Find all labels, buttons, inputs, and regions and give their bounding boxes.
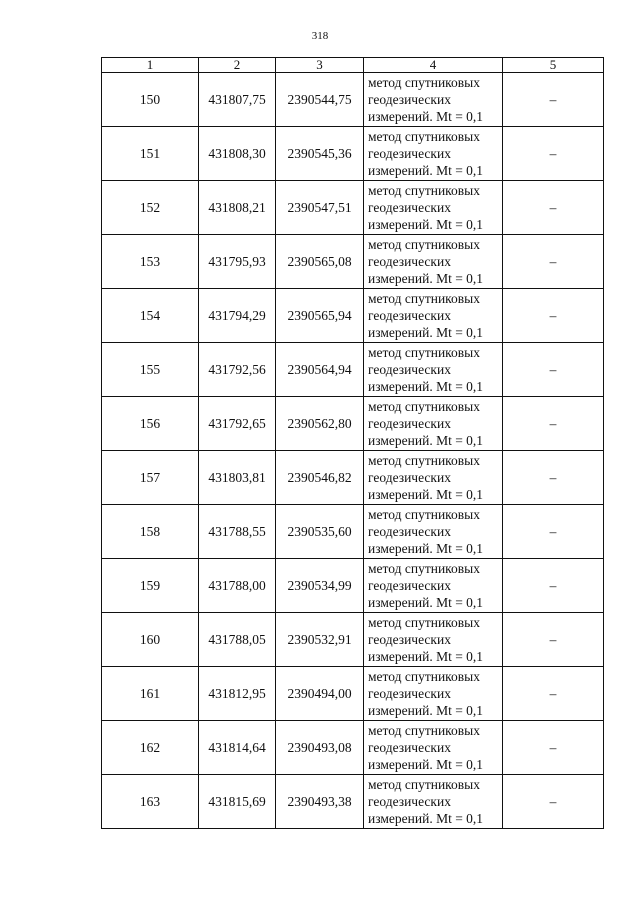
note-cell: – [503, 613, 604, 667]
table-row [102, 721, 604, 775]
method-line: геодезических [368, 416, 451, 431]
table-row [102, 775, 604, 829]
note-cell: – [503, 775, 604, 829]
method-line: геодезических [368, 146, 451, 161]
page-number: 318 [311, 30, 329, 42]
method-line: геодезических [368, 470, 451, 485]
method-line: геодезических [368, 740, 451, 755]
point-number-cell: 151 [102, 127, 199, 181]
method-line: геодезических [368, 254, 451, 269]
method-line: измерений. Mt = 0,1 [368, 703, 484, 718]
column-header-4: 4 [364, 58, 503, 73]
x-coordinate-cell: 431803,81 [199, 451, 276, 505]
method-line: измерений. Mt = 0,1 [368, 541, 484, 556]
method-line: измерений. Mt = 0,1 [368, 217, 484, 232]
method-cell [364, 181, 503, 235]
column-header-3: 3 [276, 58, 364, 73]
method-line: метод спутниковых [368, 183, 480, 198]
point-number-cell: 163 [102, 775, 199, 829]
note-cell: – [503, 73, 604, 127]
method-line: метод спутниковых [368, 129, 480, 144]
column-header-2: 2 [199, 58, 276, 73]
table-header-row [102, 58, 604, 73]
table-row [102, 181, 604, 235]
table-row [102, 667, 604, 721]
y-coordinate-cell: 2390565,94 [276, 289, 364, 343]
table-row [102, 397, 604, 451]
method-line: геодезических [368, 362, 451, 377]
x-coordinate-cell: 431808,30 [199, 127, 276, 181]
method-cell [364, 613, 503, 667]
point-number-cell: 153 [102, 235, 199, 289]
note-cell: – [503, 181, 604, 235]
method-line: геодезических [368, 578, 451, 593]
x-coordinate-cell: 431792,65 [199, 397, 276, 451]
method-line: измерений. Mt = 0,1 [368, 109, 484, 124]
note-cell: – [503, 505, 604, 559]
x-coordinate-cell: 431788,05 [199, 613, 276, 667]
column-header-1: 1 [102, 58, 199, 73]
x-coordinate-cell: 431794,29 [199, 289, 276, 343]
method-line: измерений. Mt = 0,1 [368, 271, 484, 286]
method-line: метод спутниковых [368, 669, 480, 684]
x-coordinate-cell: 431792,56 [199, 343, 276, 397]
note-cell: – [503, 721, 604, 775]
method-cell [364, 289, 503, 343]
method-line: метод спутниковых [368, 507, 480, 522]
y-coordinate-cell: 2390535,60 [276, 505, 364, 559]
method-line: измерений. Mt = 0,1 [368, 433, 484, 448]
table-row [102, 505, 604, 559]
method-line: метод спутниковых [368, 345, 480, 360]
point-number-cell: 160 [102, 613, 199, 667]
method-line: геодезических [368, 524, 451, 539]
point-number-cell: 159 [102, 559, 199, 613]
method-line: метод спутниковых [368, 237, 480, 252]
table-row [102, 613, 604, 667]
method-cell [364, 343, 503, 397]
table-row [102, 73, 604, 127]
table-row [102, 127, 604, 181]
coordinates-table [101, 57, 604, 829]
x-coordinate-cell: 431815,69 [199, 775, 276, 829]
y-coordinate-cell: 2390534,99 [276, 559, 364, 613]
note-cell: – [503, 451, 604, 505]
method-cell [364, 505, 503, 559]
y-coordinate-cell: 2390565,08 [276, 235, 364, 289]
x-coordinate-cell: 431808,21 [199, 181, 276, 235]
method-line: геодезических [368, 794, 451, 809]
y-coordinate-cell: 2390546,82 [276, 451, 364, 505]
method-line: метод спутниковых [368, 75, 480, 90]
method-line: измерений. Mt = 0,1 [368, 163, 484, 178]
note-cell: – [503, 397, 604, 451]
method-line: геодезических [368, 686, 451, 701]
method-cell [364, 667, 503, 721]
point-number-cell: 156 [102, 397, 199, 451]
y-coordinate-cell: 2390544,75 [276, 73, 364, 127]
note-cell: – [503, 235, 604, 289]
point-number-cell: 157 [102, 451, 199, 505]
method-line: метод спутниковых [368, 723, 480, 738]
method-line: измерений. Mt = 0,1 [368, 379, 484, 394]
point-number-cell: 150 [102, 73, 199, 127]
method-cell [364, 775, 503, 829]
x-coordinate-cell: 431795,93 [199, 235, 276, 289]
y-coordinate-cell: 2390494,00 [276, 667, 364, 721]
note-cell: – [503, 343, 604, 397]
method-cell [364, 127, 503, 181]
method-cell [364, 235, 503, 289]
note-cell: – [503, 127, 604, 181]
method-line: измерений. Mt = 0,1 [368, 595, 484, 610]
method-cell [364, 559, 503, 613]
method-line: геодезических [368, 200, 451, 215]
point-number-cell: 162 [102, 721, 199, 775]
method-line: измерений. Mt = 0,1 [368, 757, 484, 772]
y-coordinate-cell: 2390564,94 [276, 343, 364, 397]
table-row [102, 235, 604, 289]
method-line: метод спутниковых [368, 453, 480, 468]
method-line: геодезических [368, 308, 451, 323]
point-number-cell: 152 [102, 181, 199, 235]
x-coordinate-cell: 431788,00 [199, 559, 276, 613]
method-line: измерений. Mt = 0,1 [368, 325, 484, 340]
method-line: метод спутниковых [368, 561, 480, 576]
point-number-cell: 154 [102, 289, 199, 343]
method-line: измерений. Mt = 0,1 [368, 811, 484, 826]
y-coordinate-cell: 2390493,38 [276, 775, 364, 829]
note-cell: – [503, 559, 604, 613]
method-line: измерений. Mt = 0,1 [368, 487, 484, 502]
method-cell [364, 397, 503, 451]
point-number-cell: 155 [102, 343, 199, 397]
y-coordinate-cell: 2390547,51 [276, 181, 364, 235]
table-row [102, 343, 604, 397]
x-coordinate-cell: 431807,75 [199, 73, 276, 127]
method-cell [364, 451, 503, 505]
method-cell [364, 721, 503, 775]
method-line: метод спутниковых [368, 399, 480, 414]
x-coordinate-cell: 431812,95 [199, 667, 276, 721]
method-line: геодезических [368, 92, 451, 107]
table-row [102, 559, 604, 613]
method-line: метод спутниковых [368, 615, 480, 630]
x-coordinate-cell: 431788,55 [199, 505, 276, 559]
note-cell: – [503, 667, 604, 721]
y-coordinate-cell: 2390493,08 [276, 721, 364, 775]
point-number-cell: 161 [102, 667, 199, 721]
y-coordinate-cell: 2390545,36 [276, 127, 364, 181]
note-cell: – [503, 289, 604, 343]
x-coordinate-cell: 431814,64 [199, 721, 276, 775]
method-line: метод спутниковых [368, 291, 480, 306]
y-coordinate-cell: 2390562,80 [276, 397, 364, 451]
method-line: геодезических [368, 632, 451, 647]
table-row [102, 289, 604, 343]
method-line: измерений. Mt = 0,1 [368, 649, 484, 664]
column-header-5: 5 [503, 58, 604, 73]
point-number-cell: 158 [102, 505, 199, 559]
table-row [102, 451, 604, 505]
method-line: метод спутниковых [368, 777, 480, 792]
y-coordinate-cell: 2390532,91 [276, 613, 364, 667]
method-cell [364, 73, 503, 127]
